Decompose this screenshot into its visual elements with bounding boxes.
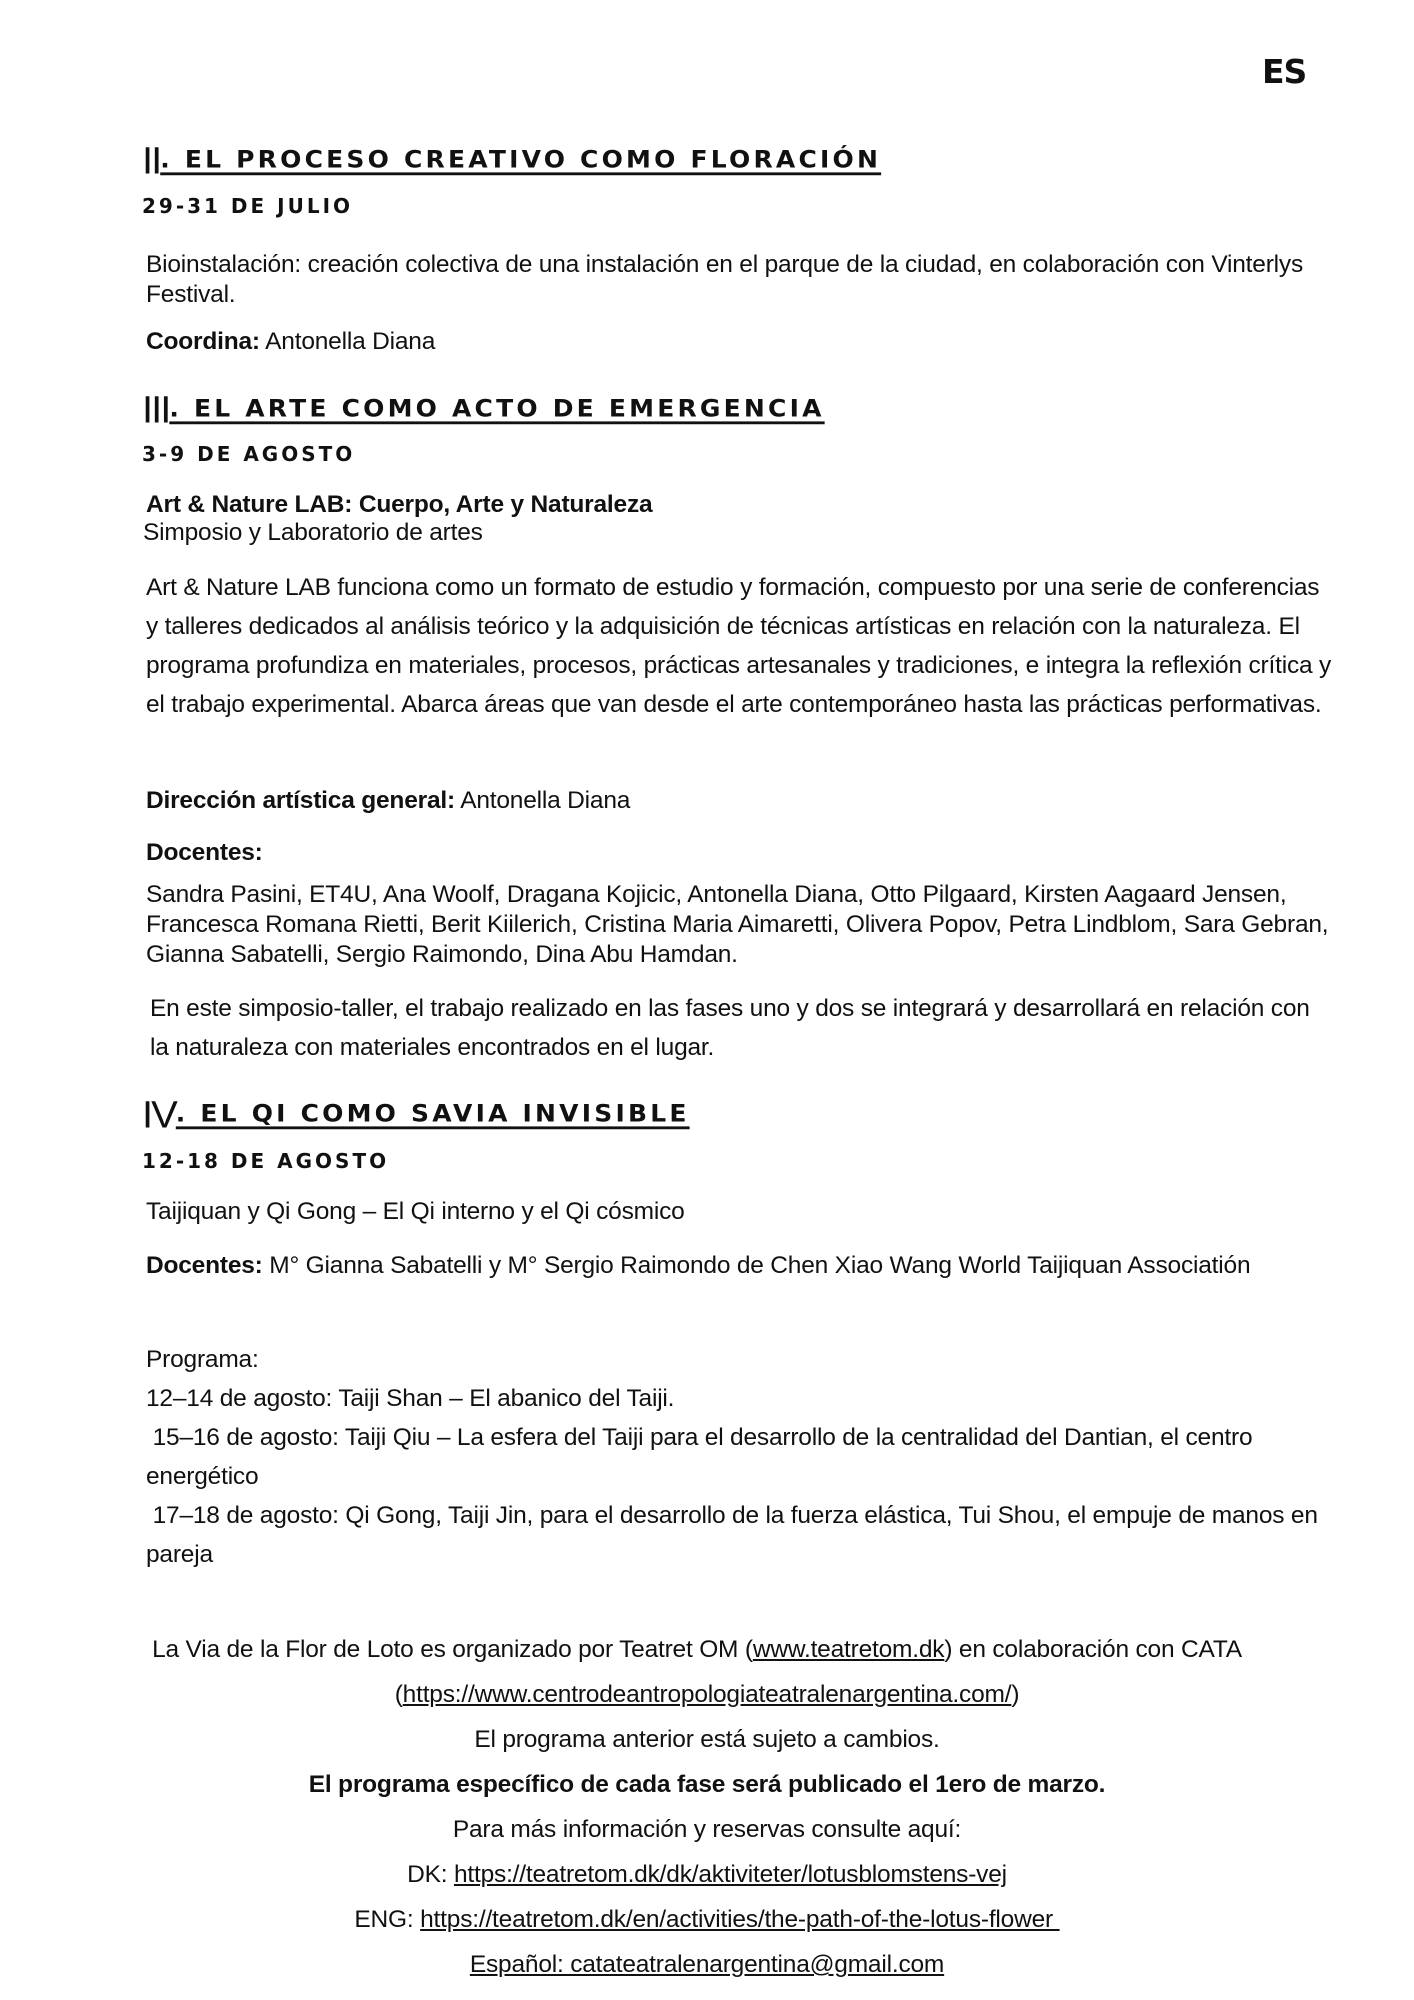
- section-title: . EL ARTE COMO ACTO DE EMERGENCIA: [169, 394, 825, 423]
- program-block: [146, 1340, 1336, 1574]
- program-item: 15–16 de agosto: Taiji Qiu – La esfera del Taiji para el desarrollo de la centralidad del Dantian, el centro energético: [146, 1424, 1259, 1490]
- section-subtitle-2: Simposio y Laboratorio de artes: [143, 519, 483, 546]
- coordinator-name: Antonella Diana: [259, 328, 436, 355]
- disclaimer: El programa anterior está sujeto a cambios.: [474, 1726, 940, 1753]
- section-heading-4: [142, 1096, 690, 1134]
- teachers-line: [146, 1246, 1326, 1285]
- section-heading-3: [142, 391, 825, 429]
- cata-line: [0, 1680, 1414, 1710]
- section-body: Taijiquan y Qi Gong – El Qi interno y el Qi cósmico: [146, 1198, 685, 1225]
- dk-label: DK:: [407, 1861, 454, 1888]
- eng-line: [0, 1905, 1414, 1935]
- program-label: Programa:: [146, 1346, 259, 1373]
- dk-link[interactable]: https://teatretom.dk/dk/aktiviteter/lotusblomstens-vej: [453, 1861, 1007, 1888]
- section-numeral: IV: [142, 1094, 176, 1136]
- director-line: [146, 786, 1346, 816]
- section-heading-2: [142, 142, 881, 180]
- section-date: 29-31 DE JULIO: [142, 194, 354, 218]
- spanish-email-link[interactable]: Español: catateatralenargentina@gmail.com: [469, 1951, 945, 1978]
- organizer-text-end: ) en colaboración con CATA: [944, 1636, 1242, 1663]
- section-date: 3-9 DE AGOSTO: [142, 442, 356, 466]
- paren-close: ): [1011, 1681, 1020, 1708]
- section-numeral: II: [142, 140, 161, 182]
- teachers-list: Sandra Pasini, ET4U, Ana Woolf, Dragana Kojicic, Antonella Diana, Otto Pilgaard, Kirsten Aagaard Jensen, Francesca Romana Rietti, Berit Kiilerich, Cristina Maria Aimaretti, Olivera Popov, Petra Lindblom, Sara Gebran, Gianna Sabatelli, Sergio Raimondo, Dina Abu Hamdan.: [146, 881, 1329, 968]
- language-tag: ES: [1262, 52, 1307, 91]
- paren-open: (: [394, 1681, 403, 1708]
- es-line: [0, 1950, 1414, 1980]
- section-numeral: III: [142, 389, 170, 431]
- publish-note: El programa específico de cada fase será publicado el 1ero de marzo.: [308, 1771, 1106, 1798]
- section-closing: En este simposio-taller, el trabajo realizado en las fases uno y dos se integrará y desarrollará en relación con la naturaleza con materiales encontrados en el lugar.: [150, 995, 1310, 1061]
- director-label: Dirección artística general:: [146, 787, 455, 814]
- teachers-label: Docentes:: [146, 839, 263, 866]
- section-body: Art & Nature LAB funciona como un formato de estudio y formación, compuesto por una serie de conferencias y talleres dedicados al análisis teórico y la adquisición de técnicas artísticas en relación con la naturaleza. El programa profundiza en materiales, procesos, prácticas artesanales y tradiciones, e integra la reflexión crítica y el trabajo experimental. Abarca áreas que van desde el arte contemporáneo hasta las prácticas performativas.: [146, 574, 1332, 718]
- teatretom-link[interactable]: www.teatretom.dk: [752, 1636, 945, 1663]
- director-name: Antonella Diana: [454, 787, 631, 814]
- section-subtitle: Art & Nature LAB: Cuerpo, Arte y Naturaleza: [146, 491, 653, 518]
- section-title: . EL PROCESO CREATIVO COMO FLORACIÓN: [160, 145, 882, 174]
- program-item: 17–18 de agosto: Qi Gong, Taiji Jin, para el desarrollo de la fuerza elástica, Tui Shou, el empuje de manos en pareja: [146, 1502, 1325, 1568]
- organizer-line: [0, 1635, 1404, 1665]
- eng-link[interactable]: https://teatretom.dk/en/activities/the-path-of-the-lotus-flower: [420, 1906, 1060, 1933]
- coordinator-line: [146, 327, 1346, 357]
- info-prompt: Para más información y reservas consulte aquí:: [452, 1816, 962, 1843]
- eng-label: ENG:: [354, 1906, 421, 1933]
- teachers-label: Docentes:: [146, 1252, 263, 1279]
- program-item: 12–14 de agosto: Taiji Shan – El abanico del Taiji.: [146, 1385, 675, 1412]
- organizer-text: La Via de la Flor de Loto es organizado por Teatret OM (: [152, 1636, 753, 1663]
- coordinator-label: Coordina:: [146, 328, 260, 355]
- section-body: Bioinstalación: creación colectiva de una instalación en el parque de la ciudad, en colaboración con Vinterlys Festival.: [146, 251, 1304, 308]
- dk-line: [0, 1860, 1414, 1890]
- teachers-names: M° Gianna Sabatelli y M° Sergio Raimondo de Chen Xiao Wang World Taijiquan Associatión: [262, 1252, 1251, 1279]
- cata-link[interactable]: https://www.centrodeantropologiateatralenargentina.com/: [402, 1681, 1012, 1708]
- section-title: . EL QI COMO SAVIA INVISIBLE: [175, 1099, 690, 1128]
- section-date: 12-18 DE AGOSTO: [142, 1149, 390, 1173]
